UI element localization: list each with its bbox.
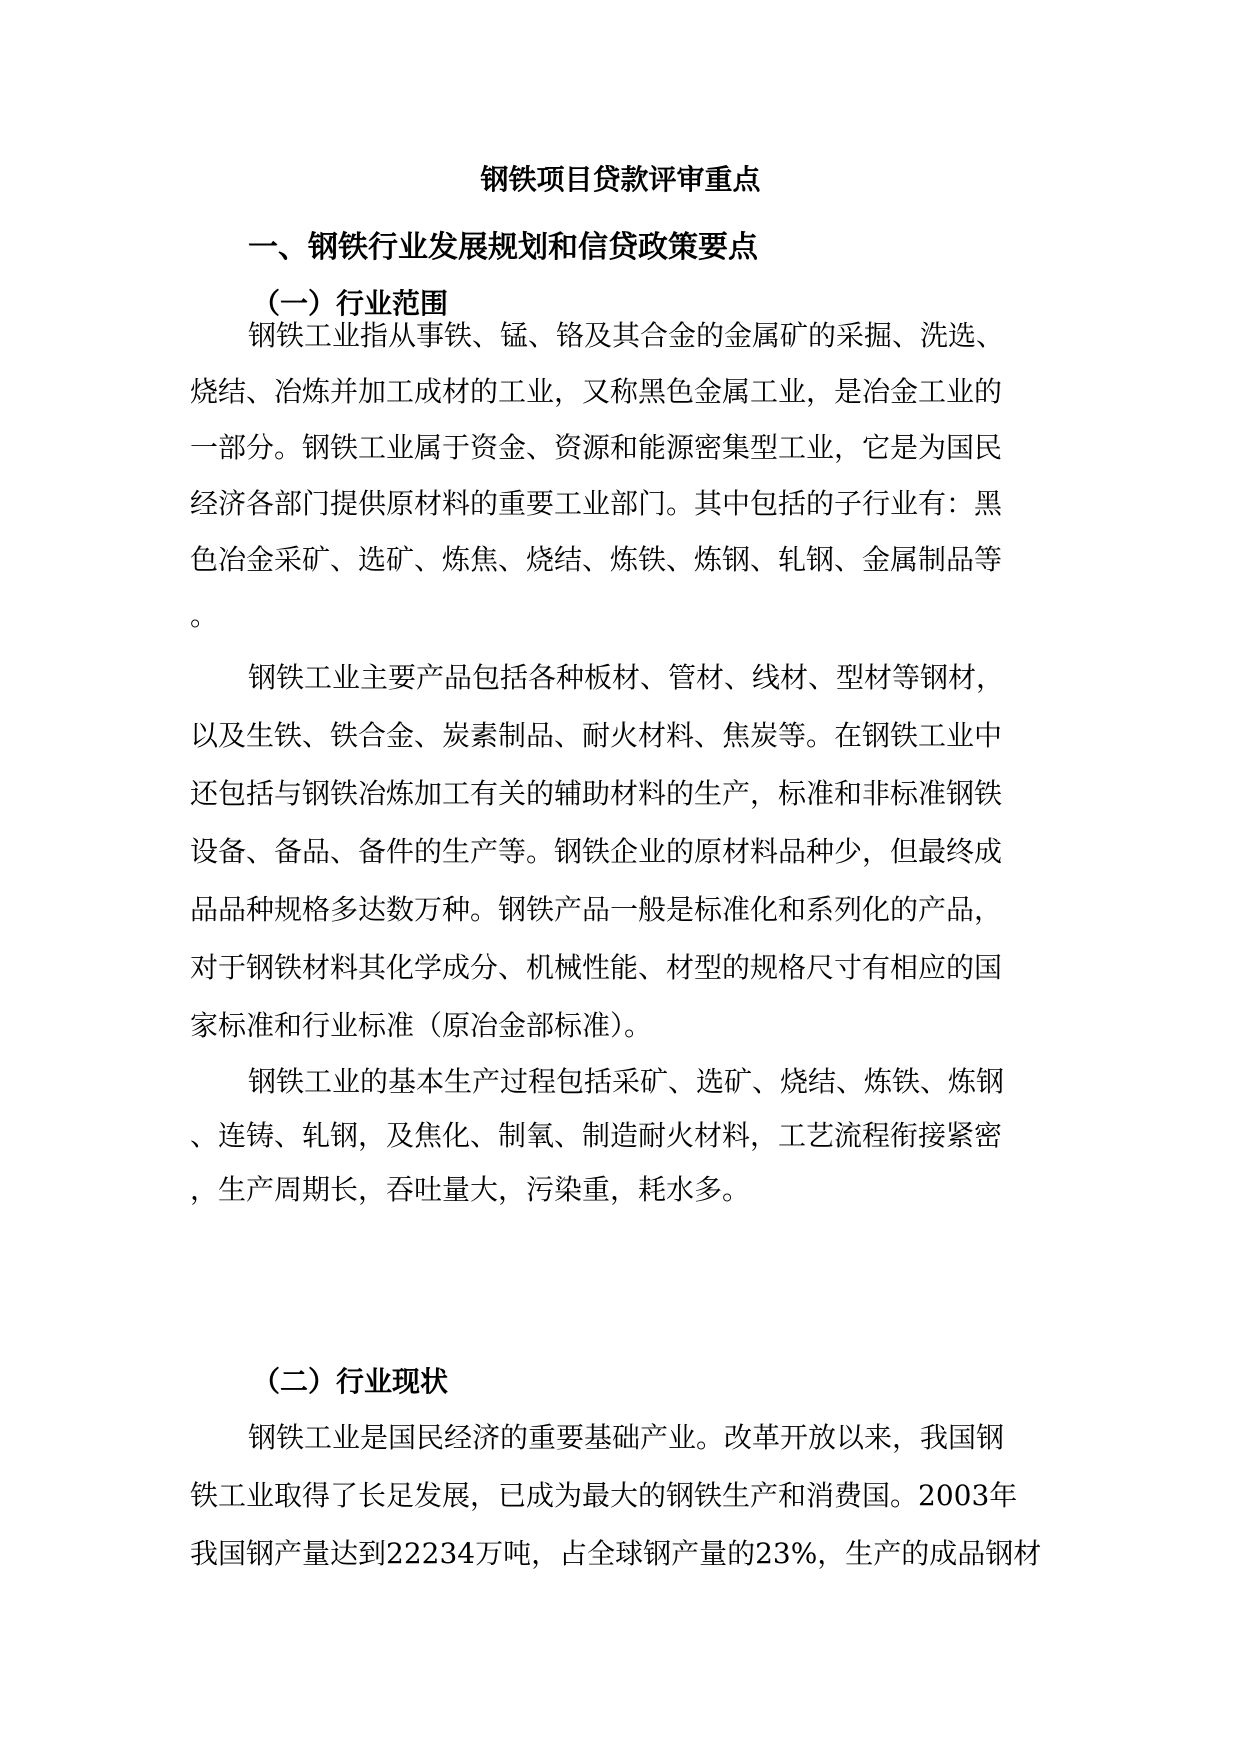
subsection-heading-scope: （一）行业范围	[252, 287, 449, 320]
paragraph-line: 钢铁工业是国民经济的重要基础产业。改革开放以来，我国钢	[248, 1421, 1005, 1454]
paragraph-line: 家标准和行业标准（原冶金部标准）。	[190, 1009, 653, 1042]
paragraph-line: 我国钢产量达到22234万吨，占全球钢产量的23%，生产的成品钢材	[190, 1537, 1042, 1570]
paragraph-line: 烧结、冶炼并加工成材的工业，又称黑色金属工业，是冶金工业的	[190, 375, 1003, 408]
paragraph-line: 以及生铁、铁合金、炭素制品、耐火材料、焦炭等。在钢铁工业中	[190, 719, 1003, 752]
paragraph-line: 、连铸、轧钢，及焦化、制氧、制造耐火材料，工艺流程衔接紧密	[190, 1119, 1003, 1152]
paragraph-line: 钢铁工业主要产品包括各种板材、管材、线材、型材等钢材，	[248, 661, 1005, 694]
section-heading-1: 一、钢铁行业发展规划和信贷政策要点	[248, 230, 758, 265]
paragraph-line: 铁工业取得了长足发展，已成为最大的钢铁生产和消费国。2003年	[190, 1479, 1018, 1512]
paragraph-line: 还包括与钢铁冶炼加工有关的辅助材料的生产，标准和非标准钢铁	[190, 777, 1003, 810]
paragraph-line: 钢铁工业指从事铁、锰、铬及其合金的金属矿的采掘、洗选、	[248, 319, 1005, 352]
paragraph-line: 设备、备品、备件的生产等。钢铁企业的原材料品种少，但最终成	[190, 835, 1003, 868]
paragraph-line: ，生产周期长，吞吐量大，污染重，耗水多。	[190, 1173, 751, 1206]
document-title: 钢铁项目贷款评审重点	[480, 163, 761, 196]
paragraph-line: 钢铁工业的基本生产过程包括采矿、选矿、烧结、炼铁、炼钢	[248, 1065, 1005, 1098]
paragraph-line: 品品种规格多达数万种。钢铁产品一般是标准化和系列化的产品，	[190, 893, 1003, 926]
paragraph-line: 色冶金采矿、选矿、炼焦、烧结、炼铁、炼钢、轧钢、金属制品等	[190, 543, 1003, 576]
subsection-heading-status: （二）行业现状	[252, 1365, 449, 1398]
paragraph-line: 对于钢铁材料其化学成分、机械性能、材型的规格尺寸有相应的国	[190, 951, 1003, 984]
paragraph-line: 一部分。钢铁工业属于资金、资源和能源密集型工业，它是为国民	[190, 431, 1003, 464]
paragraph-line: 。	[190, 599, 219, 632]
paragraph-line: 经济各部门提供原材料的重要工业部门。其中包括的子行业有：黑	[190, 487, 1003, 520]
